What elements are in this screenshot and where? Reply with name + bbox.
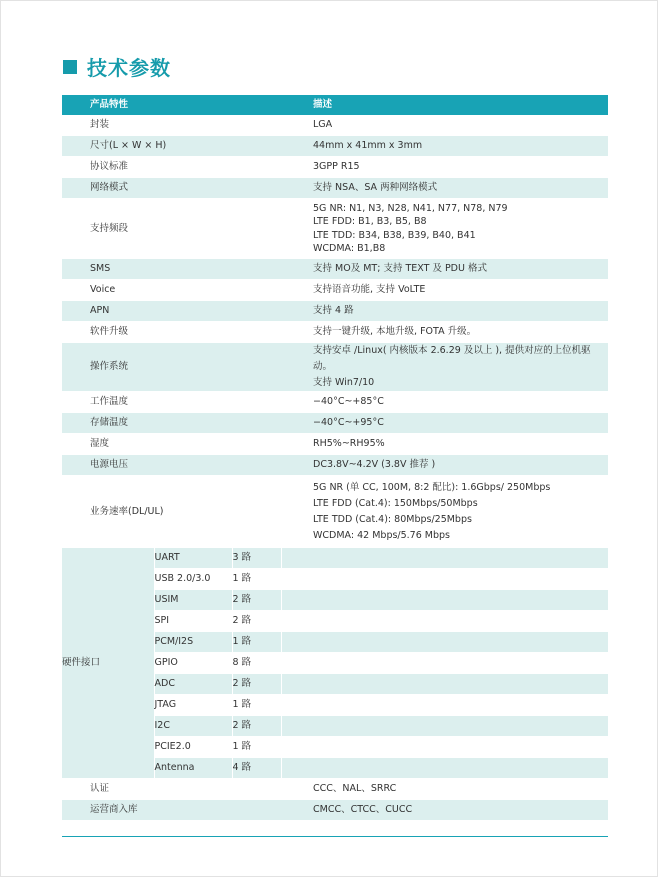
row-feature: 封装	[62, 115, 281, 136]
band-line: 5G NR: N1, N3, N28, N41, N77, N78, N79	[313, 202, 508, 214]
table-row	[62, 343, 608, 392]
hw-name: PCM/I2S	[154, 632, 232, 653]
hw-desc	[281, 569, 608, 590]
hw-name: PCIE2.0	[154, 737, 232, 758]
hw-desc	[281, 737, 608, 758]
band-line: LTE TDD: B34, B38, B39, B40, B41	[313, 229, 476, 241]
title-square-icon	[63, 60, 77, 74]
row-feature: SMS	[62, 259, 281, 280]
page-title: 技术参数	[87, 56, 171, 80]
hw-desc	[281, 695, 608, 716]
hw-count: 8 路	[232, 653, 281, 674]
table-bottom-rule	[62, 836, 608, 837]
row-feature: 认证	[62, 779, 281, 800]
row-feature: 电源电压	[62, 455, 281, 476]
hw-name: JTAG	[154, 695, 232, 716]
row-value: 支持 MO及 MT; 支持 TEXT 及 PDU 格式	[281, 259, 608, 280]
row-feature: 支持频段	[62, 199, 281, 259]
row-value: 支持语音功能, 支持 VoLTE	[281, 280, 608, 301]
row-value: 支持 4 路	[281, 301, 608, 322]
hw-desc	[281, 653, 608, 674]
hw-count: 3 路	[232, 548, 281, 569]
hw-desc	[281, 674, 608, 695]
row-value: DC3.8V~4.2V (3.8V 推荐 )	[281, 455, 608, 476]
row-feature: 业务速率(DL/UL)	[62, 476, 281, 548]
band-line: WCDMA: B1,B8	[313, 243, 386, 254]
os-line: 支持 Win7/10	[313, 377, 375, 388]
section-header	[63, 52, 171, 81]
row-feature: 存储温度	[62, 413, 281, 434]
row-feature: 运营商入库	[62, 800, 281, 821]
row-feature: APN	[62, 301, 281, 322]
rate-line: WCDMA: 42 Mbps/5.76 Mbps	[313, 529, 451, 541]
band-line: LTE FDD: B1, B3, B5, B8	[313, 216, 427, 227]
hw-count: 2 路	[232, 716, 281, 737]
row-feature: 尺寸(L × W × H)	[62, 136, 281, 157]
hw-desc	[281, 716, 608, 737]
row-value: −40°C~+85°C	[281, 392, 608, 413]
row-value: 44mm x 41mm x 3mm	[281, 136, 608, 157]
os-line: 支持安卓 /Linux( 内核版本 2.6.29 及以上 ), 提供对应的上位机驱动。	[313, 345, 591, 372]
row-value: 支持一键升级, 本地升级, FOTA 升级。	[281, 322, 608, 343]
hw-name: UART	[154, 548, 232, 569]
hw-desc	[281, 590, 608, 611]
table-row	[62, 178, 608, 199]
spec-table	[62, 95, 608, 821]
hw-count: 2 路	[232, 674, 281, 695]
row-value: 3GPP R15	[281, 157, 608, 178]
hardware-row	[62, 548, 608, 569]
hw-name: ADC	[154, 674, 232, 695]
table-row	[62, 259, 608, 280]
table-row	[62, 199, 608, 259]
table-row	[62, 455, 608, 476]
rate-line: 5G NR (单 CC, 100M, 8:2 配比): 1.6Gbps/ 250Mbps	[313, 481, 551, 493]
hw-name: GPIO	[154, 653, 232, 674]
table-row	[62, 301, 608, 322]
row-value: 支持 NSA、SA 两种网络模式	[281, 178, 608, 199]
table-row	[62, 434, 608, 455]
row-value	[281, 199, 608, 259]
hw-name: USIM	[154, 590, 232, 611]
row-value: CCC、NAL、SRRC	[281, 779, 608, 800]
hw-desc	[281, 548, 608, 569]
header-feature: 产品特性	[62, 95, 281, 115]
row-feature: 软件升级	[62, 322, 281, 343]
row-feature: 工作温度	[62, 392, 281, 413]
hw-count: 2 路	[232, 611, 281, 632]
table-row	[62, 476, 608, 548]
table-row	[62, 413, 608, 434]
hw-desc	[281, 758, 608, 779]
hw-count: 1 路	[232, 632, 281, 653]
hw-desc	[281, 632, 608, 653]
row-feature: 网络模式	[62, 178, 281, 199]
hw-count: 4 路	[232, 758, 281, 779]
hw-count: 1 路	[232, 569, 281, 590]
hw-name: SPI	[154, 611, 232, 632]
hw-name: I2C	[154, 716, 232, 737]
hw-count: 1 路	[232, 695, 281, 716]
row-value: RH5%~RH95%	[281, 434, 608, 455]
row-value: −40°C~+95°C	[281, 413, 608, 434]
hw-count: 2 路	[232, 590, 281, 611]
hardware-label: 硬件接口	[62, 548, 154, 779]
rate-line: LTE TDD (Cat.4): 80Mbps/25Mbps	[313, 513, 472, 525]
table-row	[62, 800, 608, 821]
row-value: CMCC、CTCC、CUCC	[281, 800, 608, 821]
table-row	[62, 779, 608, 800]
table-row	[62, 392, 608, 413]
hw-name: USB 2.0/3.0	[154, 569, 232, 590]
table-row	[62, 136, 608, 157]
header-description: 描述	[281, 95, 608, 115]
hw-count: 1 路	[232, 737, 281, 758]
table-row	[62, 115, 608, 136]
row-value	[281, 476, 608, 548]
row-value: LGA	[281, 115, 608, 136]
table-row	[62, 280, 608, 301]
row-feature: 操作系统	[62, 343, 281, 392]
table-header-row	[62, 95, 608, 115]
table-row	[62, 157, 608, 178]
row-feature: 湿度	[62, 434, 281, 455]
table-row	[62, 322, 608, 343]
row-feature: 协议标准	[62, 157, 281, 178]
hw-name: Antenna	[154, 758, 232, 779]
hw-desc	[281, 611, 608, 632]
row-feature: Voice	[62, 280, 281, 301]
rate-line: LTE FDD (Cat.4): 150Mbps/50Mbps	[313, 497, 478, 509]
row-value	[281, 343, 608, 392]
